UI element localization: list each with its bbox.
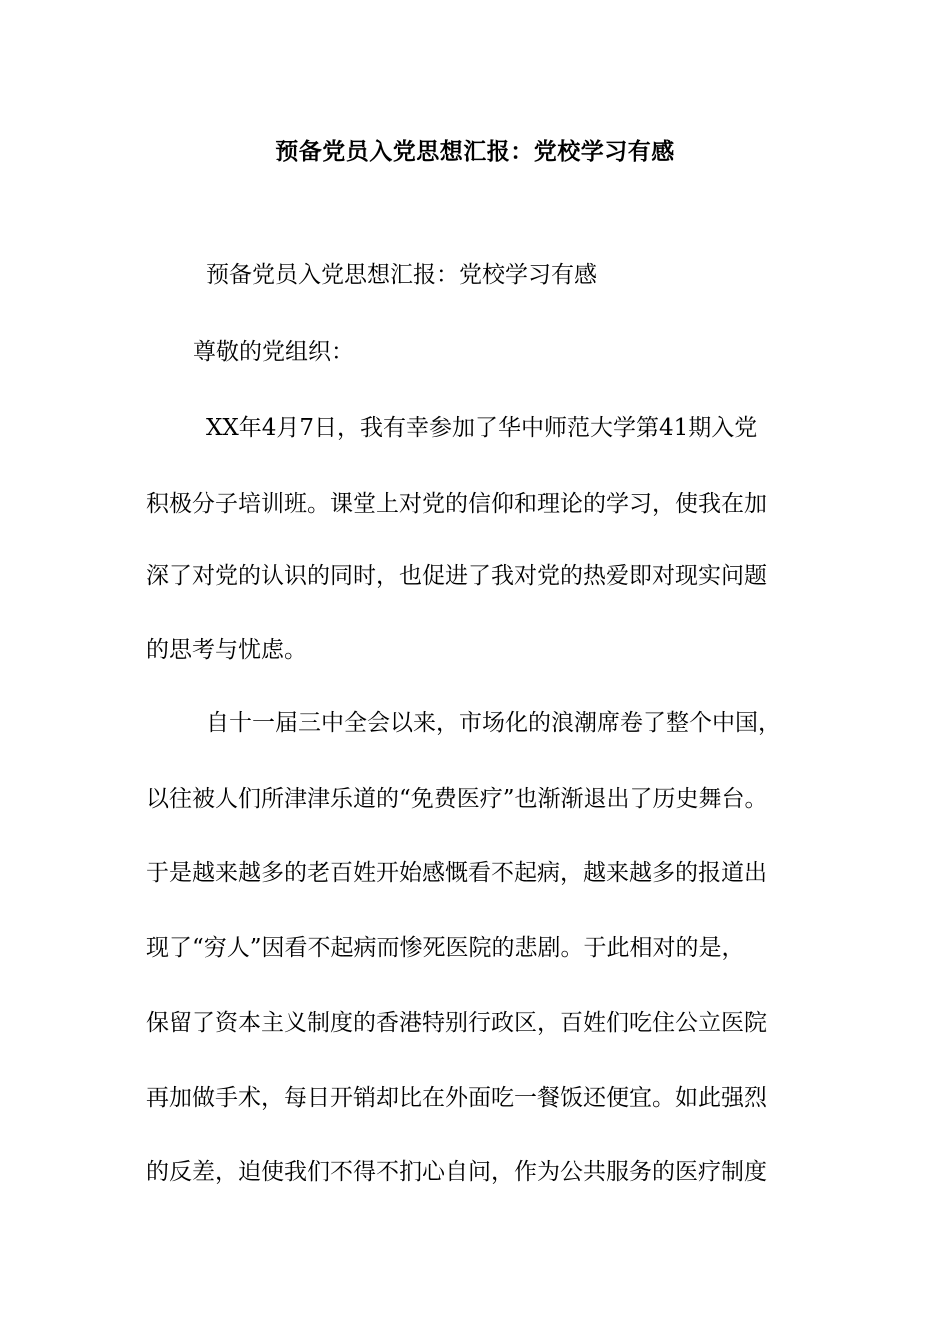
text-line: 以往被人们所津津乐道的“免费医疗”也渐渐退出了历史舞台。 — [146, 786, 768, 812]
text-line: 尊敬的党组织： — [193, 339, 354, 365]
text-line: 自十一届三中全会以来，市场化的浪潮席卷了整个中国， — [206, 710, 781, 736]
text-line: 积极分子培训班。课堂上对党的信仰和理论的学习，使我在加 — [146, 491, 767, 517]
text-line: 再加做手术，每日开销却比在外面吃一餐饭还便宜。如此强烈 — [146, 1085, 767, 1111]
document-title: 预备党员入党思想汇报：党校学习有感 — [275, 138, 675, 165]
text-line: 保留了资本主义制度的香港特别行政区，百姓们吃住公立医院 — [146, 1010, 767, 1036]
text-line: XX年4月7日，我有幸参加了华中师范大学第41期入党 — [206, 415, 758, 441]
text-line: 的思考与忧虑。 — [146, 637, 307, 663]
text-line: 预备党员入党思想汇报：党校学习有感 — [206, 262, 597, 288]
text-line: 的反差，迫使我们不得不扪心自问，作为公共服务的医疗制度 — [146, 1159, 767, 1185]
text-line: 于是越来越多的老百姓开始感慨看不起病，越来越多的报道出 — [146, 860, 767, 886]
text-line: 深了对党的认识的同时，也促进了我对党的热爱即对现实问题 — [146, 563, 767, 589]
text-line: 现了“穷人”因看不起病而惨死医院的悲剧。于此相对的是， — [146, 935, 745, 961]
